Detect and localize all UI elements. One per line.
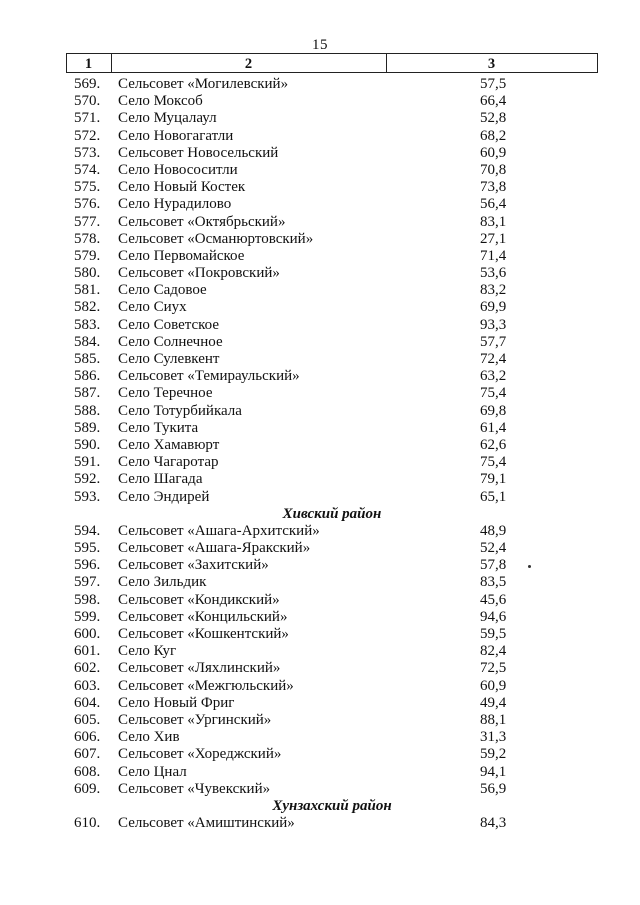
table-row [66, 128, 598, 145]
table-row [66, 557, 598, 574]
header-col-1: 1 [84, 56, 93, 72]
row-number: 586. [74, 368, 101, 385]
row-number: 579. [74, 247, 101, 264]
table-row [66, 437, 598, 454]
row-name: Сельсовет «Ашага-Архитский» [118, 522, 320, 539]
row-name: Село Шагада [118, 471, 203, 488]
row-name: Сельсовет «Амиштинский» [118, 815, 295, 832]
row-value: 48,9 [480, 522, 507, 539]
row-value: 72,5 [480, 660, 507, 677]
table-row [66, 317, 598, 334]
row-value: 73,8 [480, 179, 507, 196]
row-name: Село Куг [118, 643, 177, 660]
row-number: 591. [74, 454, 101, 471]
row-value: 61,4 [480, 419, 507, 436]
row-number: 605. [74, 711, 101, 728]
table-row [66, 282, 598, 299]
table-row [66, 145, 598, 162]
row-name: Сельсовет «Ургинский» [118, 711, 272, 728]
row-value: 75,4 [480, 454, 507, 471]
row-name: Село Хамавюрт [118, 436, 220, 453]
header-col-2: 2 [244, 56, 253, 72]
row-number: 574. [74, 161, 101, 178]
row-name: Село Первомайское [118, 247, 245, 264]
table-row [66, 179, 598, 196]
row-name: Село Тотурбийкала [118, 402, 242, 419]
table-row [66, 764, 598, 781]
row-number: 606. [74, 729, 101, 746]
row-name: Село Эндирей [118, 488, 210, 505]
table-row [66, 781, 598, 798]
row-name: Село Хив [118, 729, 180, 746]
scan-speck [528, 565, 531, 568]
row-number: 583. [74, 316, 101, 333]
row-number: 604. [74, 694, 101, 711]
table-row [66, 162, 598, 179]
row-number: 572. [74, 127, 101, 144]
row-value: 68,2 [480, 127, 507, 144]
row-value: 45,6 [480, 591, 507, 608]
table-row [66, 746, 598, 763]
row-number: 609. [74, 780, 101, 797]
section-heading-row [66, 798, 598, 815]
row-value: 57,5 [480, 76, 507, 92]
row-number: 603. [74, 677, 101, 694]
row-number: 597. [74, 574, 101, 591]
table-row [66, 76, 598, 93]
row-number: 601. [74, 643, 101, 660]
row-name: Село Муцалаул [118, 110, 217, 127]
row-value: 52,8 [480, 110, 507, 127]
section-heading: Хунзахский район [272, 797, 392, 814]
table-row [66, 248, 598, 265]
row-name: Село Сиух [118, 299, 187, 316]
row-name: Село Новососитли [118, 161, 238, 178]
row-value: 71,4 [480, 247, 507, 264]
row-value: 69,8 [480, 402, 507, 419]
row-value: 60,9 [480, 677, 507, 694]
table-row [66, 643, 598, 660]
row-value: 49,4 [480, 694, 507, 711]
row-number: 573. [74, 144, 101, 161]
table-row [66, 385, 598, 402]
table-row [66, 110, 598, 127]
row-value: 88,1 [480, 711, 507, 728]
row-number: 593. [74, 488, 101, 505]
row-number: 580. [74, 265, 101, 282]
row-value: 79,1 [480, 471, 507, 488]
row-value: 83,1 [480, 213, 507, 230]
row-number: 592. [74, 471, 101, 488]
row-value: 27,1 [480, 230, 507, 247]
row-value: 94,1 [480, 763, 507, 780]
row-number: 569. [74, 76, 101, 92]
row-value: 94,6 [480, 608, 507, 625]
header-col-3: 3 [487, 56, 496, 72]
row-value: 57,7 [480, 333, 507, 350]
row-value: 59,2 [480, 746, 507, 763]
row-value: 82,4 [480, 643, 507, 660]
table-row [66, 489, 598, 506]
table-row [66, 592, 598, 609]
row-number: 610. [74, 815, 101, 832]
row-value: 53,6 [480, 265, 507, 282]
row-name: Село Советское [118, 316, 220, 333]
row-number: 584. [74, 333, 101, 350]
page-number: 15 [312, 37, 328, 53]
row-value: 63,2 [480, 368, 507, 385]
row-value: 52,4 [480, 540, 507, 557]
row-name: Сельсовет «Хореджский» [118, 746, 282, 763]
row-number: 571. [74, 110, 101, 127]
table-row [66, 523, 598, 540]
table-header [66, 53, 598, 73]
table-row [66, 368, 598, 385]
row-number: 588. [74, 402, 101, 419]
row-value: 83,5 [480, 574, 507, 591]
row-number: 599. [74, 608, 101, 625]
row-value: 66,4 [480, 93, 507, 110]
row-number: 582. [74, 299, 101, 316]
table-row [66, 540, 598, 557]
row-name: Сельсовет «Концильский» [118, 608, 288, 625]
table-row [66, 299, 598, 316]
row-name: Село Тукита [118, 419, 199, 436]
row-name: Сельсовет «Темираульский» [118, 368, 300, 385]
row-value: 57,8 [480, 557, 507, 574]
table-body [66, 76, 598, 832]
row-name: Село Нурадилово [118, 196, 232, 213]
row-name: Сельсовет «Могилевский» [118, 76, 289, 92]
table-row [66, 695, 598, 712]
row-name: Сельсовет «Октябрьский» [118, 213, 286, 230]
row-number: 576. [74, 196, 101, 213]
row-name: Сельсовет «Ашага-Яракский» [118, 540, 311, 557]
row-number: 578. [74, 230, 101, 247]
table-row [66, 574, 598, 591]
table-row [66, 403, 598, 420]
row-name: Село Сулевкент [118, 351, 220, 367]
row-name: Село Моксоб [118, 93, 203, 110]
row-value: 56,4 [480, 196, 507, 213]
row-value: 93,3 [480, 316, 507, 333]
table-row [66, 214, 598, 231]
row-name: Село Солнечное [118, 333, 223, 350]
row-name: Село Садовое [118, 282, 207, 299]
table-row [66, 265, 598, 282]
section-heading: Хивский район [282, 505, 382, 522]
row-value: 83,2 [480, 282, 507, 299]
row-value: 84,3 [480, 815, 507, 832]
row-value: 62,6 [480, 436, 507, 453]
row-number: 607. [74, 746, 101, 763]
table-row [66, 626, 598, 643]
row-number: 589. [74, 419, 101, 436]
row-value: 60,9 [480, 144, 507, 161]
row-name: Село Цнал [118, 763, 187, 780]
row-name: Село Теречное [118, 385, 213, 402]
table-row [66, 471, 598, 488]
row-number: 600. [74, 626, 101, 642]
row-name: Село Зильдик [118, 574, 207, 591]
table-row [66, 420, 598, 437]
row-number: 575. [74, 179, 101, 196]
row-name: Сельсовет «Кондикский» [118, 591, 280, 608]
row-number: 596. [74, 557, 101, 574]
row-number: 608. [74, 763, 101, 780]
row-number: 585. [74, 351, 101, 367]
row-name: Сельсовет «Захитский» [118, 557, 269, 574]
row-value: 56,9 [480, 780, 507, 797]
row-name: Село Новый Костек [118, 179, 246, 196]
table-row [66, 609, 598, 626]
row-number: 602. [74, 660, 101, 677]
row-name: Сельсовет «Чувекский» [118, 780, 271, 797]
table-row [66, 196, 598, 213]
row-value: 75,4 [480, 385, 507, 402]
row-name: Село Новый Фриг [118, 694, 235, 711]
table-row [66, 729, 598, 746]
row-value: 31,3 [480, 729, 507, 746]
table-row [66, 815, 598, 832]
row-number: 594. [74, 522, 101, 539]
row-name: Сельсовет «Покровский» [118, 265, 280, 282]
row-name: Сельсовет «Ляхлинский» [118, 660, 281, 677]
table-row [66, 454, 598, 471]
row-number: 581. [74, 282, 101, 299]
table-row [66, 678, 598, 695]
row-number: 598. [74, 591, 101, 608]
table-row [66, 660, 598, 677]
row-value: 72,4 [480, 351, 507, 367]
row-number: 587. [74, 385, 101, 402]
row-name: Сельсовет «Межгюльский» [118, 677, 294, 694]
table-row [66, 712, 598, 729]
section-heading-row [66, 506, 598, 523]
row-name: Сельсовет «Османюртовский» [118, 230, 314, 247]
row-number: 570. [74, 93, 101, 110]
row-number: 590. [74, 436, 101, 453]
table-row [66, 231, 598, 248]
row-name: Село Новогагатли [118, 127, 234, 144]
row-number: 577. [74, 213, 101, 230]
row-value: 59,5 [480, 626, 507, 642]
row-value: 70,8 [480, 161, 507, 178]
row-name: Сельсовет «Кошкентский» [118, 626, 289, 642]
table-row [66, 351, 598, 368]
row-value: 69,9 [480, 299, 507, 316]
table-row [66, 334, 598, 351]
row-name: Село Чагаротар [118, 454, 219, 471]
table-row [66, 93, 598, 110]
row-number: 595. [74, 540, 101, 557]
row-name: Сельсовет Новосельский [118, 144, 279, 161]
row-value: 65,1 [480, 488, 507, 505]
